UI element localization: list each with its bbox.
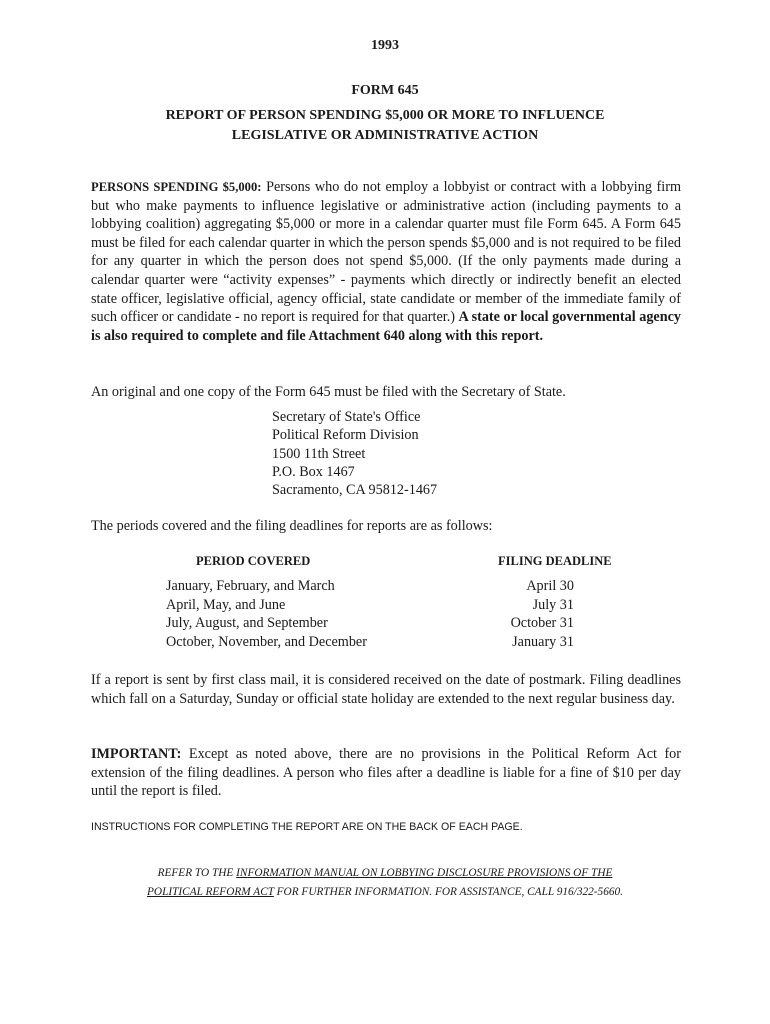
intro-lead: PERSONS SPENDING $5,000: (91, 180, 262, 194)
form-number: FORM 645 (351, 83, 419, 98)
instructions-note: INSTRUCTIONS FOR COMPLETING THE REPORT ARE ON THE BACK OF EACH PAGE. (91, 821, 523, 833)
refer-note (0, 864, 770, 902)
period-covered-header: PERIOD COVERED (196, 554, 311, 568)
period-cell: April, May, and June (166, 596, 286, 613)
period-column (166, 577, 367, 651)
form-year: 1993 (371, 38, 399, 53)
important-text: Except as noted above, there are no provisions in the Political Reform Act for extension of the filing deadlines. A person who files after a deadline is liable for a fine of $10 per day until the report is filed. (91, 746, 681, 800)
deadline-column (500, 577, 574, 651)
period-cell: January, February, and March (166, 578, 335, 594)
intro-bold-requirement: A state or local governmental agency is also required to complete and file Attachment 640 along with this report. (91, 309, 682, 344)
address-line: Sacramento, CA 95812-1467 (272, 482, 438, 499)
address-line: P.O. Box 1467 (272, 463, 355, 480)
manual-title-part-1: INFORMATION MANUAL ON LOBBYING DISCLOSURE PROVISIONS OF THE (236, 867, 613, 879)
form-title-line-2: LEGISLATIVE OR ADMINISTRATIVE ACTION (231, 128, 539, 143)
refer-line-2 (0, 883, 770, 902)
form-title-line-1: REPORT OF PERSON SPENDING $5,000 OR MORE TO INFLUENCE (165, 108, 605, 123)
period-cell: July, August, and September (166, 615, 328, 632)
filing-deadline-header: FILING DEADLINE (498, 554, 612, 568)
intro-text: Persons who do not employ a lobbyist or contract with a lobbying firm but who make payments to influence legislative or administrative action (including payments to a lobbying coalition) aggregating $5,000 or more in a calendar quarter must file Form 645. A Form 645 must be filed for each calendar quarter in which the person spends $5,000 and is not required to be filed for any quarter in which the person does not spend $5,000. (If the only payments made during a calendar quarter were “activity expenses” - payments which directly or indirectly benefit an elected state officer, legislative official, agency official, state candidate or member of the immediate family of such officer or candidate - no report is required for that quarter.) (91, 179, 681, 326)
form-title (0, 106, 770, 146)
deadline-cell: July 31 (532, 596, 574, 613)
deadline-cell: January 31 (512, 633, 574, 650)
deadline-cell: October 31 (510, 615, 574, 632)
mailing-address (272, 408, 437, 499)
manual-title-part-2: POLITICAL REFORM ACT (147, 886, 274, 898)
refer-prefix: REFER TO THE (157, 867, 237, 879)
address-line: 1500 11th Street (272, 445, 366, 462)
important-lead: IMPORTANT: (91, 746, 182, 762)
address-line: Secretary of State's Office (272, 409, 421, 425)
mail-note-paragraph: If a report is sent by first class mail, it is considered received on the date of postmark. Filing deadlines which fall on a Saturday, Sunday or official state holiday are extended to the next regular business day. (91, 672, 681, 707)
filing-paragraph: An original and one copy of the Form 645 must be filed with the Secretary of State. (91, 384, 566, 400)
important-paragraph (91, 745, 681, 801)
intro-paragraph (91, 178, 681, 345)
periods-intro: The periods covered and the filing deadlines for reports are as follows: (91, 518, 493, 534)
refer-suffix: FOR FURTHER INFORMATION. FOR ASSISTANCE, CALL 916/322-5660. (273, 886, 623, 898)
refer-line-1 (0, 864, 770, 883)
deadline-cell: April 30 (526, 578, 574, 594)
period-cell: October, November, and December (166, 633, 367, 650)
address-line: Political Reform Division (272, 427, 419, 444)
